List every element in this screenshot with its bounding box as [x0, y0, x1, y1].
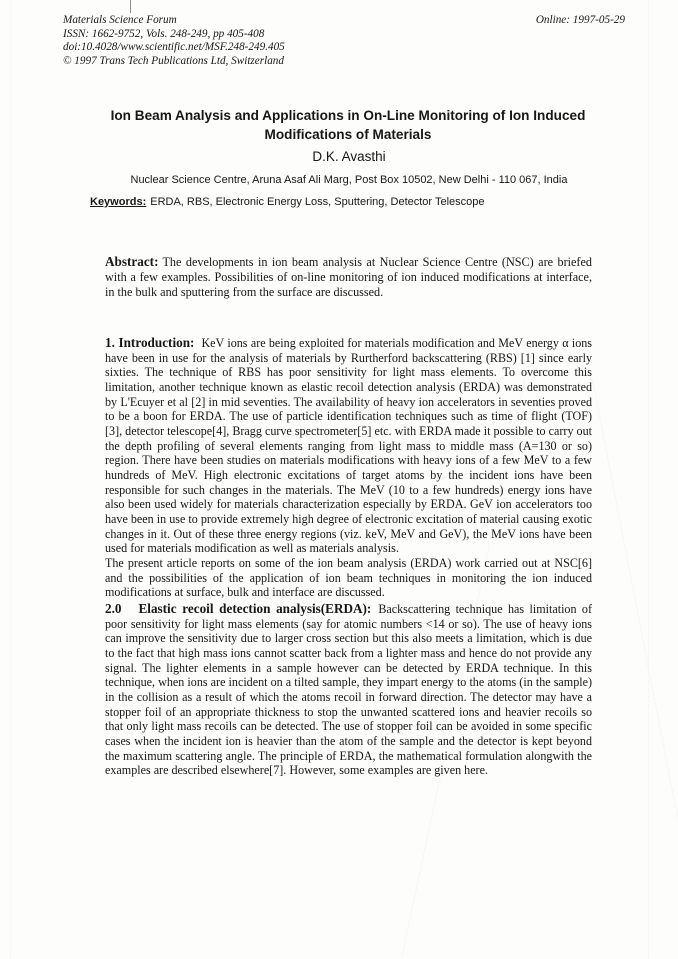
section-erda: [105, 602, 592, 778]
scan-artifact: [592, 380, 678, 959]
abstract: [105, 254, 592, 301]
abstract-label: Abstract:: [105, 254, 159, 269]
issn-line: ISSN: 1662-9752, Vols. 248-249, pp 405-408: [63, 27, 265, 40]
scan-artifact: [648, 0, 649, 959]
section-introduction: [105, 336, 592, 600]
introduction-paragraph: [105, 336, 592, 556]
doi-line: doi:10.4028/www.scientific.net/MSF.248-249.405: [63, 41, 285, 54]
journal-header: [63, 14, 285, 68]
erda-paragraph: [105, 602, 592, 778]
section-2-number: 2.0: [105, 601, 122, 616]
keywords-label: Keywords:: [90, 196, 147, 208]
copyright-line: © 1997 Trans Tech Publications Ltd, Switzerland: [63, 54, 284, 67]
section-2-heading: Elastic recoil detection analysis(ERDA):: [138, 601, 372, 616]
affiliation: Nuclear Science Centre, Aruna Asaf Ali Marg, Post Box 10502, New Delhi - 110 067, India: [130, 174, 568, 186]
section-1-heading: 1. Introduction:: [105, 335, 195, 350]
article-title: Ion Beam Analysis and Applications in On-Line Monitoring of Ion Induced Modifications of Materials: [110, 108, 586, 142]
author-name: D.K. Avasthi: [312, 149, 386, 164]
introduction-paragraph-2: The present article reports on some of the ion beam analysis (ERDA) work carried out at NSC[6] and the possibilities of the application of ion beam techniques in monitoring the ion induced modifications at surface, bulk and interface are discussed.: [105, 555, 592, 600]
abstract-text: The developments in ion beam analysis at Nuclear Science Centre (NSC) are briefed with a few examples. Possibilities of on-line monitoring of ion induced modifications at interface, in the bulk and sputtering from the surface are discussed.: [105, 255, 592, 300]
online-date: Online: 1997-05-29: [535, 14, 625, 26]
section-2-body: Backscattering technique has limitation of poor sensitivity for light mass elements (say for atomic numbers <14 or so). The use of heavy ions can improve the sensitivity due to larger cross section but this also meets a limitation, which is due to the fact that high mass ions cannot scatter back from a lighter mass and hence do not provide any signal. The lighter elements in a sample however can be detected by ERDA technique. In this technique, when ions are incident on a tilted sample, they impart energy to the atoms (in the sample) in the collision as a result of which the atoms recoil in forward direction. The detector may have a stopper foil of an appropriate thickness to stop the unwanted scattered ions and heavier recoils so that only light mass recoils can be detected. The use of stopper foil can be avoided in some specific cases when the incident ion is heavier than the atom of the sample and the detector is kept beyond the maximum scattering angle. The principle of ERDA, the mathematical formulation alongwith the examples are described elsewhere[7]. However, some examples are given here.: [105, 602, 592, 778]
journal-name: Materials Science Forum: [63, 14, 177, 26]
scan-artifact-tick: [130, 0, 131, 13]
keywords-line: [90, 196, 484, 208]
scan-artifact: [10, 0, 11, 959]
section-1-body: KeV ions are being exploited for materials modification and MeV energy α ions have been in use for the analysis of materials by Rurtherford backscattering (RBS) [1] since early sixties. The technique of RBS has poor sensitivity for light mass elements. To overcome this limitation, another technique known as elastic recoil detection analysis (ERDA) was demonstrated by L'Ecuyer et al [2] in mid seventies. The availability of heavy ion accelerators in seventies proved to be a boon for ERDA. The use of particle identification techniques such as time of flight (TOF) [3], detector telescope[4], Bragg curve spectrometer[5] etc. with ERDA made it possible to carry out the depth profiling of several elements ranging from light mass to middle mass (A=130 or so) region. There have been studies on materials modifications with heavy ions of a few MeV to a few hundreds of MeV. High electronic excitations of target atoms by the incident ions have been responsible for such changes in the materials. The MeV (10 to a few hundreds) energy ions have also been used widely for materials characterization especially by ERDA. GeV ion accelerators too have been in use to provide extremely high degree of electronic excitation of material causing exotic changes in it. Out of these three energy regions (viz. keV, MeV and GeV), the MeV ions have been used for materials modification as well as materials analysis.: [105, 336, 592, 556]
keywords-text: ERDA, RBS, Electronic Energy Loss, Sputtering, Detector Telescope: [150, 196, 485, 208]
